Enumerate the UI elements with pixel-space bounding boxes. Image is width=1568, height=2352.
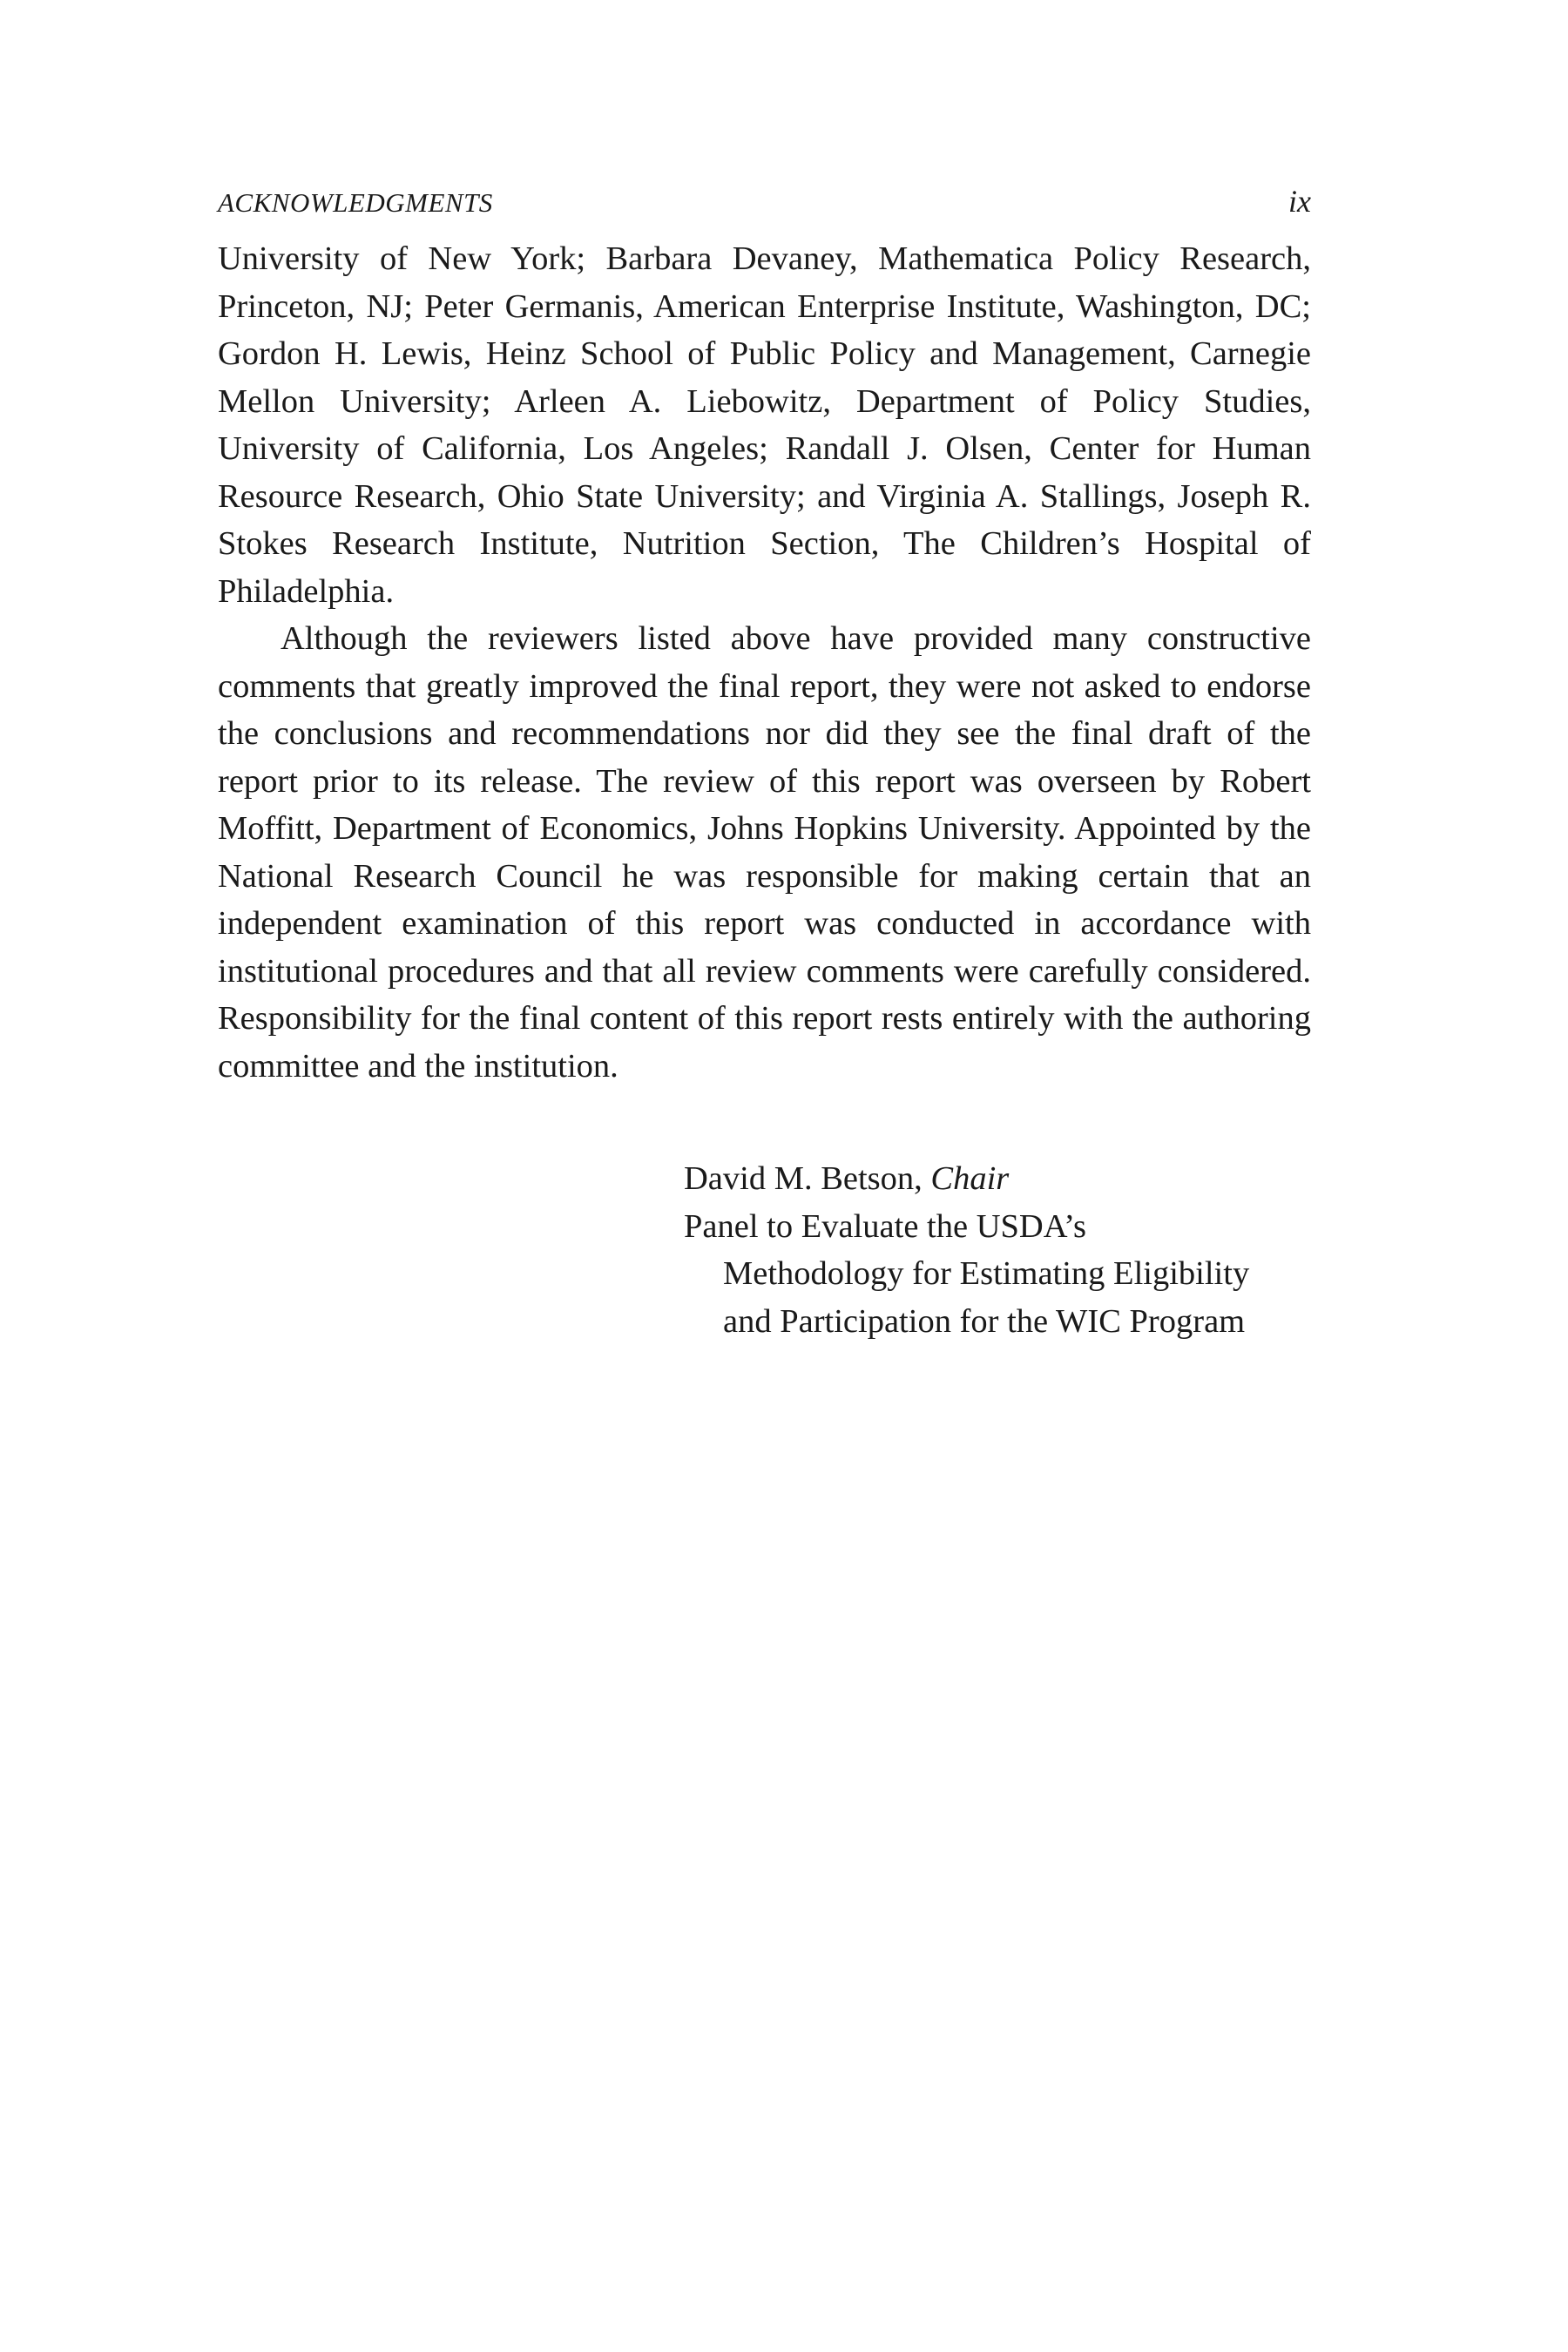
running-title: ACKNOWLEDGMENTS (218, 187, 493, 218)
signature-block (684, 1155, 1249, 1345)
paragraph-reviewers-continued: University of New York; Barbara Devaney, Mathematica Policy Research, Princeton, NJ; Peter Germanis, American Enterprise Institute, Washington, DC; Gordon H. Lewis, Heinz School of Public Policy and Management, Carnegie Mellon University; Arleen A. Liebowitz, Department of Policy Studies, University of California, Los Angeles; Randall J. Olsen, Center for Human Resource Research, Ohio State University; and Virginia A. Stallings, Joseph R. Stokes Research Institute, Nutrition Section, The Children’s Hospital of Philadelphia. (218, 240, 1311, 610)
body-text (218, 235, 1311, 1090)
page-number: ix (1288, 184, 1311, 219)
signatory-name: David M. Betson, (684, 1160, 931, 1197)
document-page (218, 183, 1311, 1340)
panel-name-line-3: and Participation for the WIC Program (723, 1302, 1246, 1340)
panel-name-line-1: Panel to Evaluate the USDA’s (684, 1207, 1086, 1245)
signatory-role: Chair (930, 1160, 1010, 1197)
running-header (218, 183, 1311, 235)
paragraph-review-oversight: Although the reviewers listed above have provided many constructive comments that greatly improved the final report, they were not asked to endorse the conclusions and recommendations nor did they see the final draft of the report prior to its release. The review of this report was overseen by Robert Moffitt, Department of Economics, Johns Hopkins University. Appointed by the National Research Council he was responsible for making certain that an independent examination of this report was conducted in accordance with institutional procedures and that all review comments were carefully considered. Responsibility for the final content of this report rests entirely with the authoring committee and the institution. (218, 620, 1311, 1085)
panel-name-line-2: Methodology for Estimating Eligibility (723, 1255, 1250, 1292)
signature-name-line (684, 1155, 1249, 1203)
